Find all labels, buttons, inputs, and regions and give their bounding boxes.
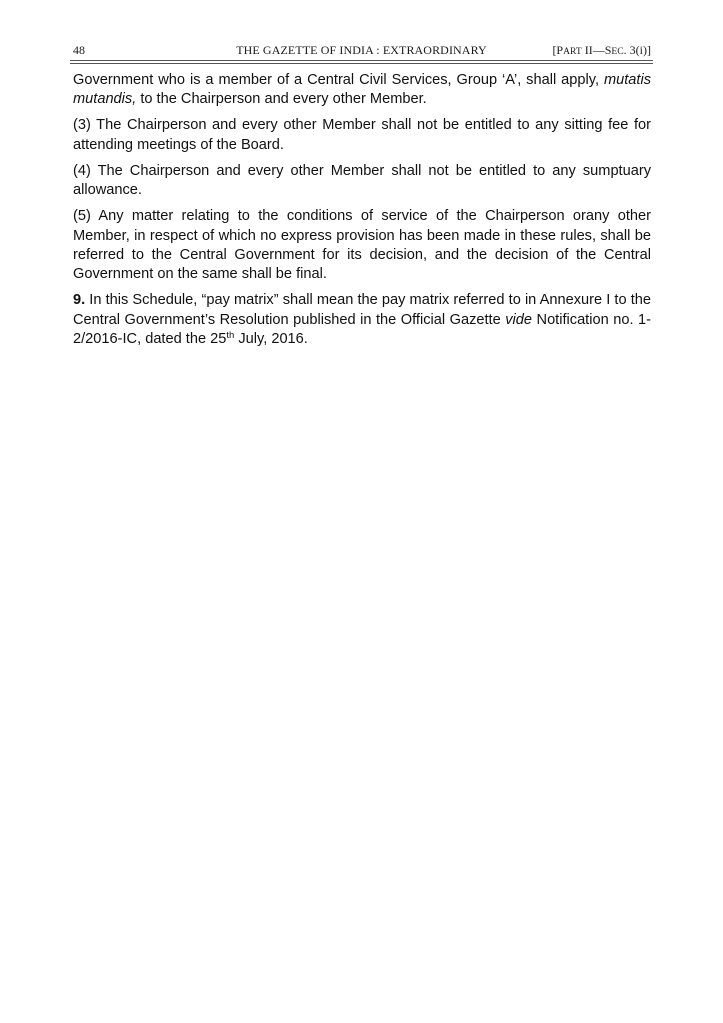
- page-number: 48: [73, 43, 85, 57]
- header-rule-bottom: [70, 63, 653, 64]
- paragraph-text: to the Chairperson and every other Member.: [136, 91, 427, 108]
- part-section-label: [552, 41, 651, 61]
- paragraph-text: Government who is a member of a Central Civil Services, Group ‘A’, shall apply,: [73, 72, 604, 88]
- paragraph-text: In this Schedule, “pay matrix” shall mean the pay matrix referred to in Annexure I to the Central Government’s Resolution published in the Official Gazette: [73, 292, 651, 328]
- paragraph-continuation: [73, 71, 651, 110]
- gazette-title: THE GAZETTE OF INDIA : EXTRAORDINARY: [236, 43, 487, 57]
- italic-phrase: mutatis mutandis,: [73, 72, 651, 108]
- paragraph-sub-3: (3) The Chairperson and every other Member shall not be entitled to any sitting fee for attending meetings of the Board.: [73, 117, 651, 153]
- part-label-small: ART: [563, 46, 582, 57]
- rule-number: 9.: [73, 292, 86, 309]
- paragraph-text: July, 2016.: [234, 331, 308, 348]
- part-label-open: [P: [552, 43, 564, 57]
- part-label-mid: II—S: [581, 43, 612, 57]
- part-label-close: . 3(i)]: [623, 43, 651, 57]
- italic-word: vide: [505, 311, 533, 328]
- paragraph-rule-9: [73, 291, 651, 349]
- document-body: [73, 71, 651, 356]
- paragraph-sub-5: (5) Any matter relating to the conditions of service of the Chairperson orany other Member, in respect of which no express provision has been made in these rules, shall be referred to the Central Government for its decision, and the decision of the Central Government on the same shall be final.: [73, 208, 651, 283]
- page-header: [70, 41, 653, 59]
- paragraph-sub-4: (4) The Chairperson and every other Member shall not be entitled to any sumptuary allowance.: [73, 162, 651, 199]
- section-label-small: EC: [611, 46, 624, 57]
- header-rule-top: [70, 60, 653, 61]
- paragraph-text: Notification no. 1-2/2016-IC, dated the 25: [73, 311, 651, 348]
- ordinal-suffix: th: [226, 330, 235, 342]
